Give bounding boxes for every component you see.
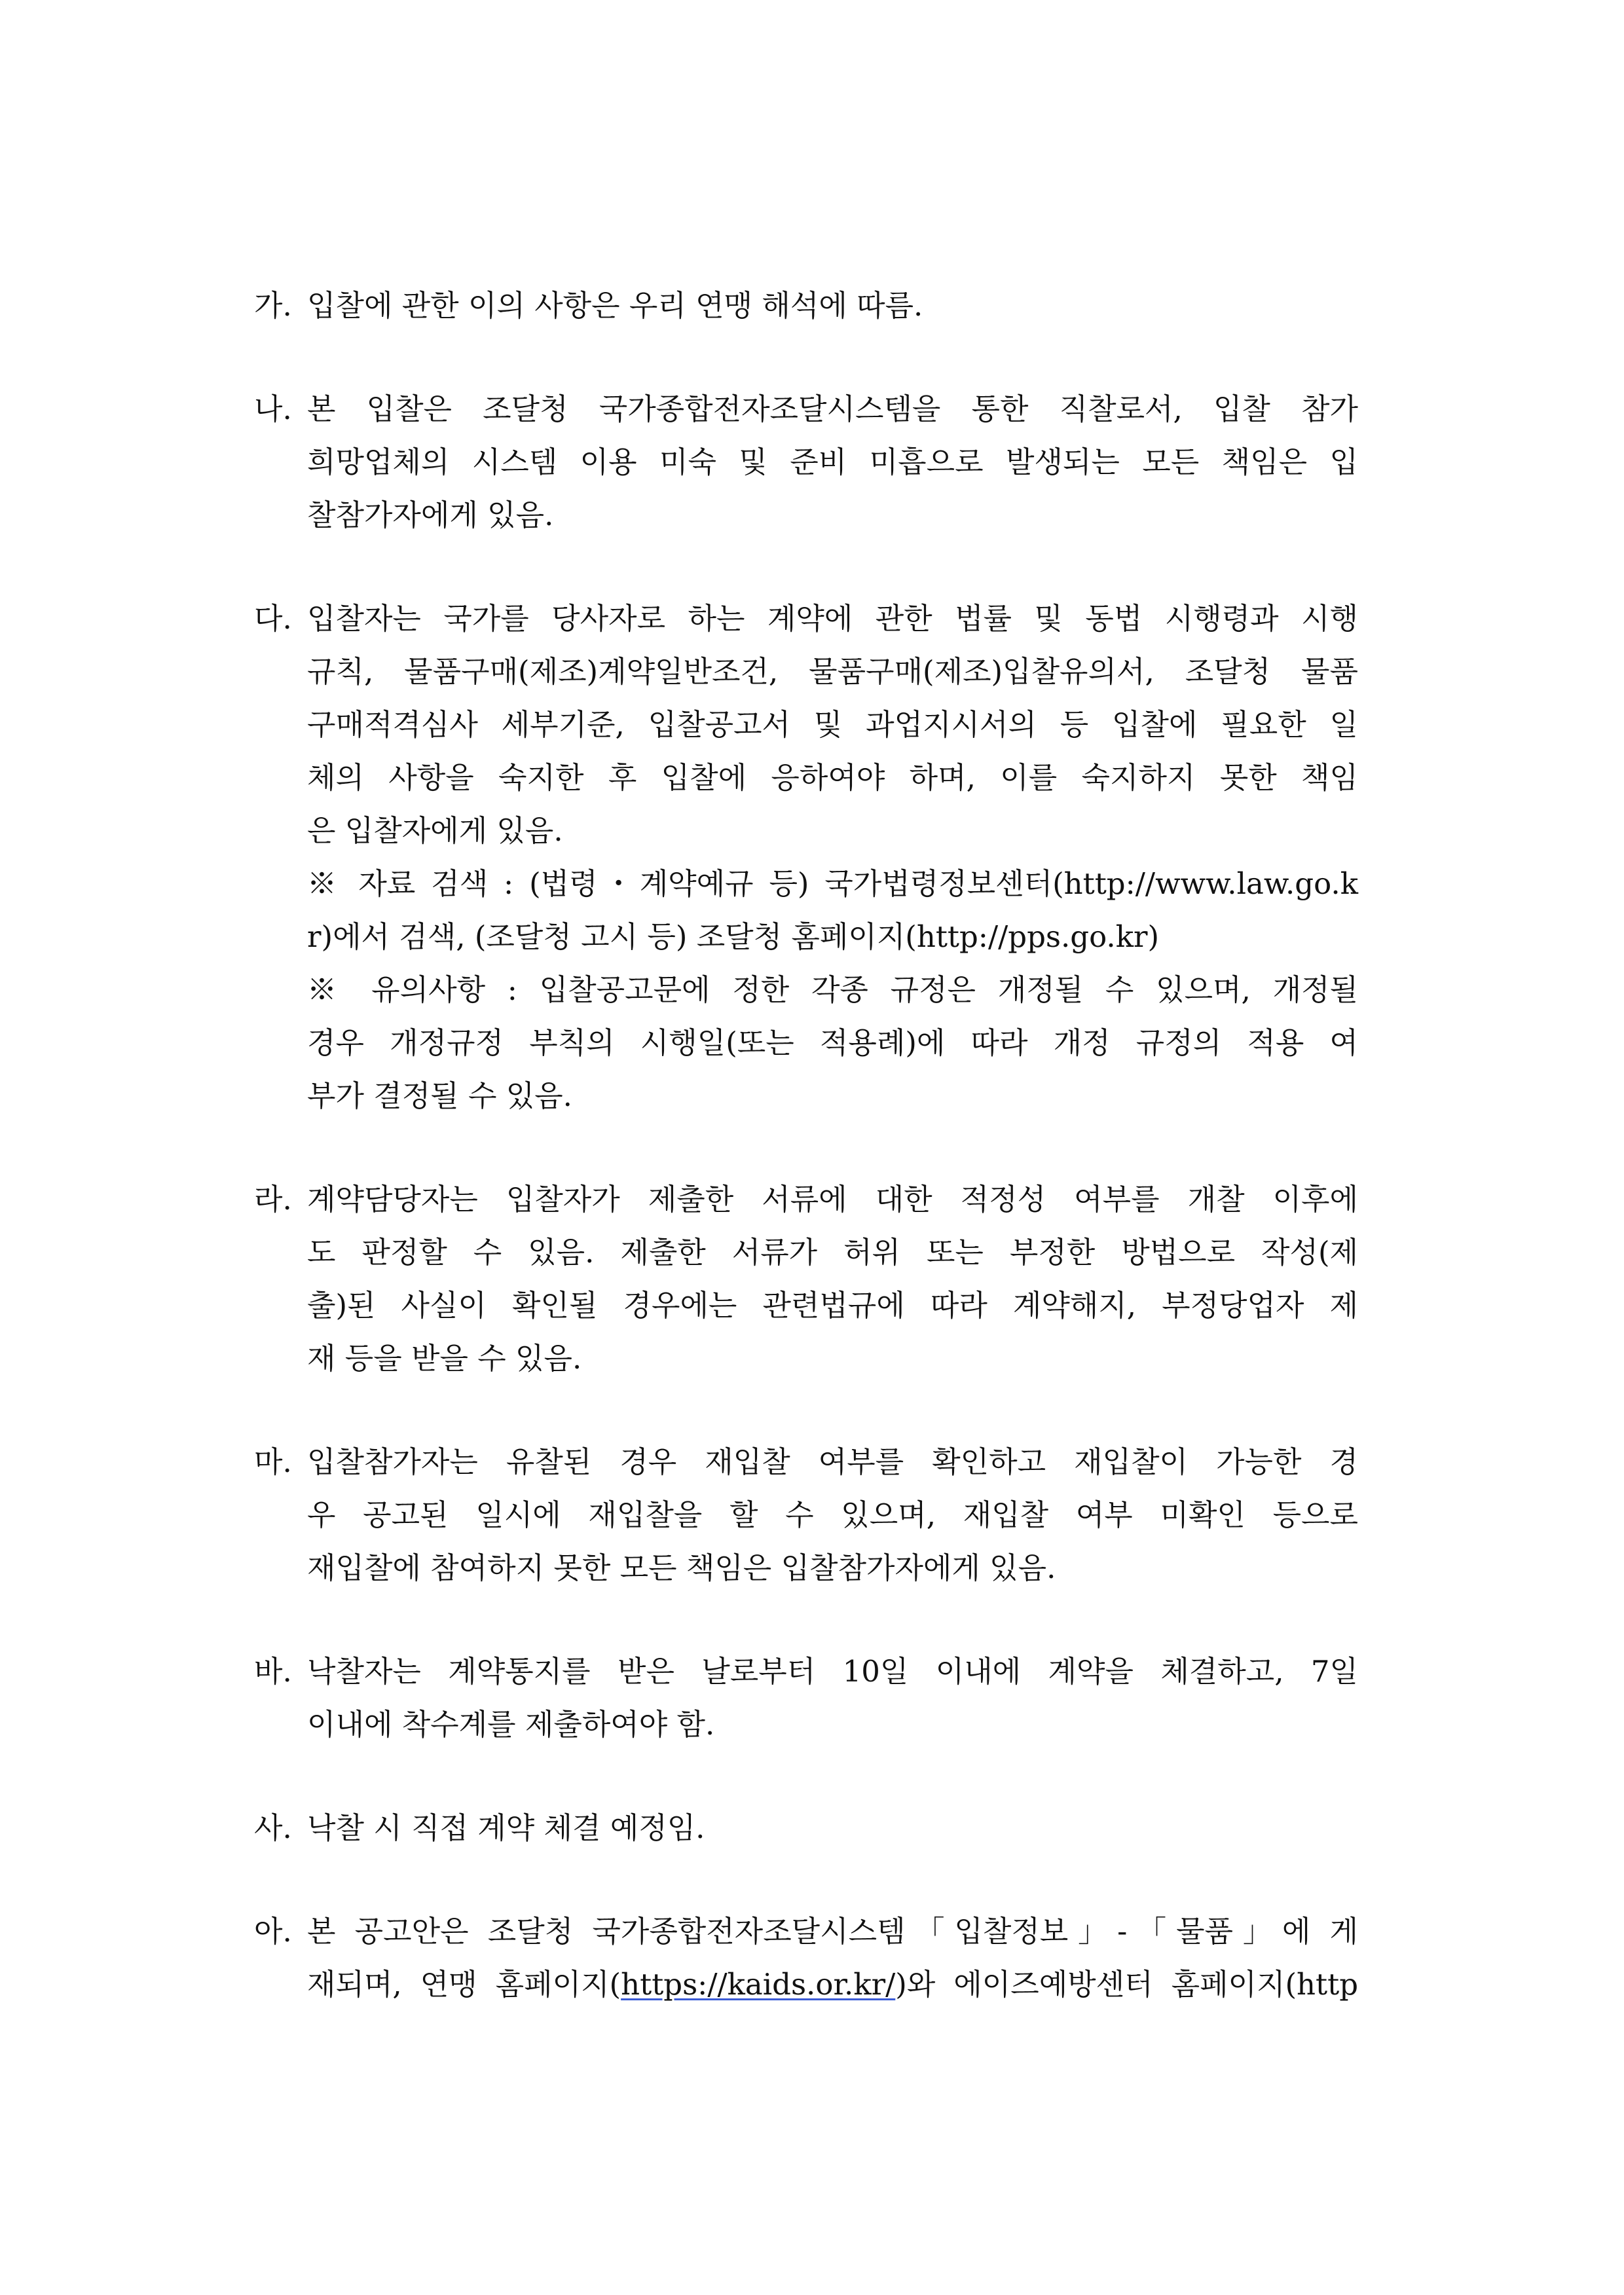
clause-text-line: 도 판정할 수 있음. 제출한 서류가 허위 또는 부정한 방법으로 작성(제	[307, 1235, 1358, 1270]
note-line: r)에서 검색, (조달청 고시 등) 조달청 홈페이지(http://pps.go.kr)	[307, 919, 1160, 954]
clause-text-line: 출)된 사실이 확인될 경우에는 관련법규에 따라 계약해지, 부정당업자 제	[307, 1288, 1358, 1323]
clause-marker: 가.	[254, 288, 292, 323]
clause-marker: 아.	[254, 1914, 292, 1949]
clause-text-line: 입찰에 관한 이의 사항은 우리 연맹 해석에 따름.	[307, 288, 923, 323]
note-line: ※ 자료 검색 : (법령・계약예규 등) 국가법령정보센터(http://www.law.go.k	[307, 866, 1358, 901]
note-line: ※ 유의사항 : 입찰공고문에 정한 각종 규정은 개정될 수 있으며, 개정될	[307, 972, 1358, 1007]
clause-marker: 사.	[254, 1810, 292, 1845]
clause-text-line: 체의 사항을 숙지한 후 입찰에 응하여야 하며, 이를 숙지하지 못한 책임	[307, 760, 1358, 795]
clause-text-line: 찰참가자에게 있음.	[307, 498, 554, 532]
line-text-before-link: 재되며, 연맹 홈페이지(	[307, 1967, 621, 2002]
clause-marker: 다.	[254, 601, 292, 636]
clause-text-line-with-link	[307, 1958, 1358, 2011]
clause-text-line: 본 공고안은 조달청 국가종합전자조달시스템「입찰정보」-「물품」에 게	[307, 1914, 1358, 1949]
clause-text-line: 구매적격심사 세부기준, 입찰공고서 및 과업지시서의 등 입찰에 필요한 일	[307, 707, 1358, 742]
clause-text-line: 입찰참가자는 유찰된 경우 재입찰 여부를 확인하고 재입찰이 가능한 경	[307, 1444, 1358, 1479]
clause-body	[307, 592, 1358, 1122]
clause-text-line: 낙찰자는 계약통지를 받은 날로부터 10일 이내에 계약을 체결하고, 7일	[307, 1654, 1358, 1689]
clause-marker: 마.	[254, 1444, 292, 1479]
clause-da	[254, 592, 1358, 1122]
clause-na	[254, 382, 1358, 542]
clause-text-line: 우 공고된 일시에 재입찰을 할 수 있으며, 재입찰 여부 미확인 등으로	[307, 1497, 1358, 1532]
clause-text-line: 낙찰 시 직접 계약 체결 예정임.	[307, 1810, 705, 1845]
clause-text-line: 계약담당자는 입찰자가 제출한 서류에 대한 적정성 여부를 개찰 이후에	[307, 1182, 1358, 1217]
clause-text-line: 본 입찰은 조달청 국가종합전자조달시스템을 통한 직찰로서, 입찰 참가	[307, 392, 1358, 426]
clause-text-line: 재입찰에 참여하지 못한 모든 책임은 입찰참가자에게 있음.	[307, 1551, 1056, 1585]
clause-ga	[254, 279, 1358, 332]
clause-a	[254, 1905, 1358, 2011]
clause-body	[307, 1801, 1358, 1854]
clause-body	[307, 1645, 1358, 1751]
line-text-after-link: )와 에이즈예방센터 홈페이지(http	[895, 1967, 1358, 2002]
clause-text-line: 이내에 착수계를 제출하여야 함.	[307, 1707, 715, 1742]
clause-sa	[254, 1801, 1358, 1854]
clause-marker: 라.	[254, 1182, 292, 1217]
clause-marker: 나.	[254, 392, 292, 426]
clause-text-line: 입찰자는 국가를 당사자로 하는 계약에 관한 법률 및 동법 시행령과 시행	[307, 601, 1358, 636]
clause-body	[307, 1435, 1358, 1594]
clause-body	[307, 279, 1358, 332]
clause-text-line: 은 입찰자에게 있음.	[307, 813, 563, 848]
clause-body	[307, 1173, 1358, 1385]
clause-marker: 바.	[254, 1654, 292, 1689]
clause-list	[254, 279, 1358, 2061]
kaids-homepage-link[interactable]: https://kaids.or.kr/	[621, 1967, 896, 2002]
clause-body	[307, 1905, 1358, 2011]
clause-body	[307, 382, 1358, 542]
caution-note	[307, 963, 1358, 1122]
note-line: 부가 결정될 수 있음.	[307, 1078, 572, 1113]
clause-text-line: 재 등을 받을 수 있음.	[307, 1341, 582, 1376]
clause-text-line: 희망업체의 시스템 이용 미숙 및 준비 미흡으로 발생되는 모든 책임은 입	[307, 445, 1358, 479]
clause-ma	[254, 1435, 1358, 1594]
note-line: 경우 개정규정 부칙의 시행일(또는 적용례)에 따라 개정 규정의 적용 여	[307, 1025, 1358, 1060]
clause-text-line: 규칙, 물품구매(제조)계약일반조건, 물품구매(제조)입찰유의서, 조달청 물품	[307, 654, 1358, 689]
clause-ra	[254, 1173, 1358, 1385]
reference-search-note	[307, 857, 1358, 963]
clause-ba	[254, 1645, 1358, 1751]
